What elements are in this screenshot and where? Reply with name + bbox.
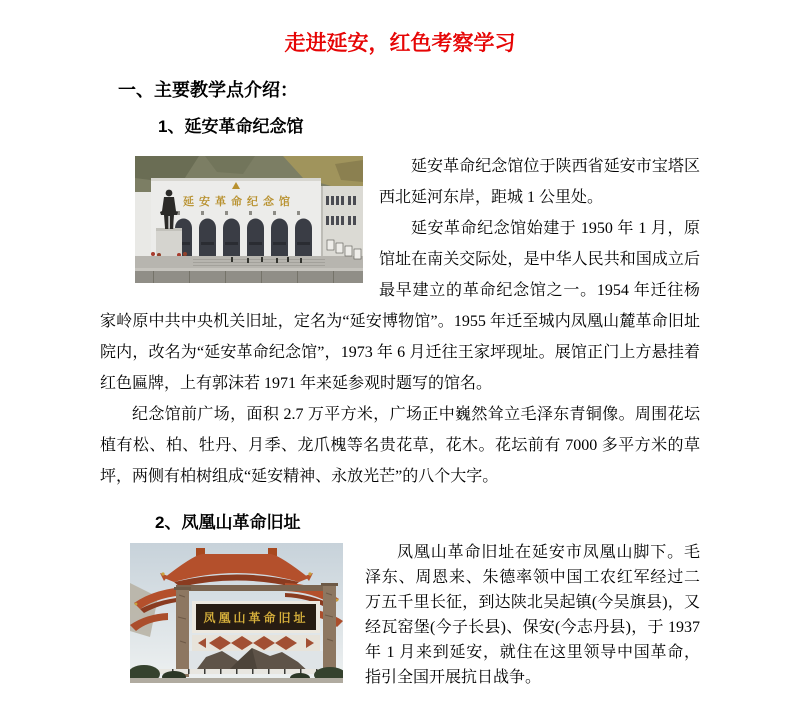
section-memorial-hall <box>100 151 700 492</box>
paragraph: 延安革命纪念馆位于陕西省延安市宝塔区西北延河东岸，距城 1 公里处。 <box>379 158 700 206</box>
heading-site-2: 2、凤凰山革命旧址 <box>155 513 301 532</box>
memorial-hall-photo <box>135 156 363 283</box>
facade-calligraphy-text: 延安革命纪念馆 <box>183 196 295 208</box>
cross-beam <box>176 585 336 591</box>
diamond-frieze <box>192 635 320 651</box>
plaque-calligraphy-text: 凤凰山革命旧址 <box>203 611 309 625</box>
phoenix-gate-photo <box>130 543 343 683</box>
gate-plaque <box>192 601 320 633</box>
paragraph: 凤凰山革命旧址在延安市凤凰山脚下。毛泽东、周恩来、朱德率领中国工农红军经过二万五千里长征，到达陕北吴起镇(今吴旗县)，又经瓦窑堡(今子长县)、保安(今志丹县)，于 1937 年 1 月来到延安，就住在这里领导中国革命，指引全国开展抗日战争。 <box>365 544 700 686</box>
heading-site-1: 1、延安革命纪念馆 <box>158 117 304 136</box>
section-phoenix-hill <box>100 540 700 690</box>
paragraph: 延安革命纪念馆始建于 1950 年 1 月，原馆址在南关交际处，是中华人民共和国成立后最早建立的革命纪念馆之一。1954 年迁往杨家岭原中共中央机关旧址，定名为“延安博物馆”。1955 年迁至城内凤凰山麓革命旧址院内，改名为“延安革命纪念馆”，1973 年 6 月迁往王家坪现址。展馆正门上方悬挂着红色匾牌，上有郭沫若 1971 年来延参观时题写的馆名。 <box>100 220 700 392</box>
paragraph: 纪念馆前广场，面积 2.7 万平方米，广场正中巍然耸立毛泽东青铜像。周围花坛植有松、柏、牡丹、月季、龙爪槐等名贵花草，花木。花坛前有 7000 多平方米的草坪，两侧有柏树组成“延安精神、永放光芒”的八个大字。 <box>100 406 700 485</box>
heading-main: 一、主要教学点介绍： <box>118 80 298 100</box>
page-title: 走进延安，红色考察学习 <box>284 32 516 55</box>
retaining-wall <box>135 268 363 283</box>
